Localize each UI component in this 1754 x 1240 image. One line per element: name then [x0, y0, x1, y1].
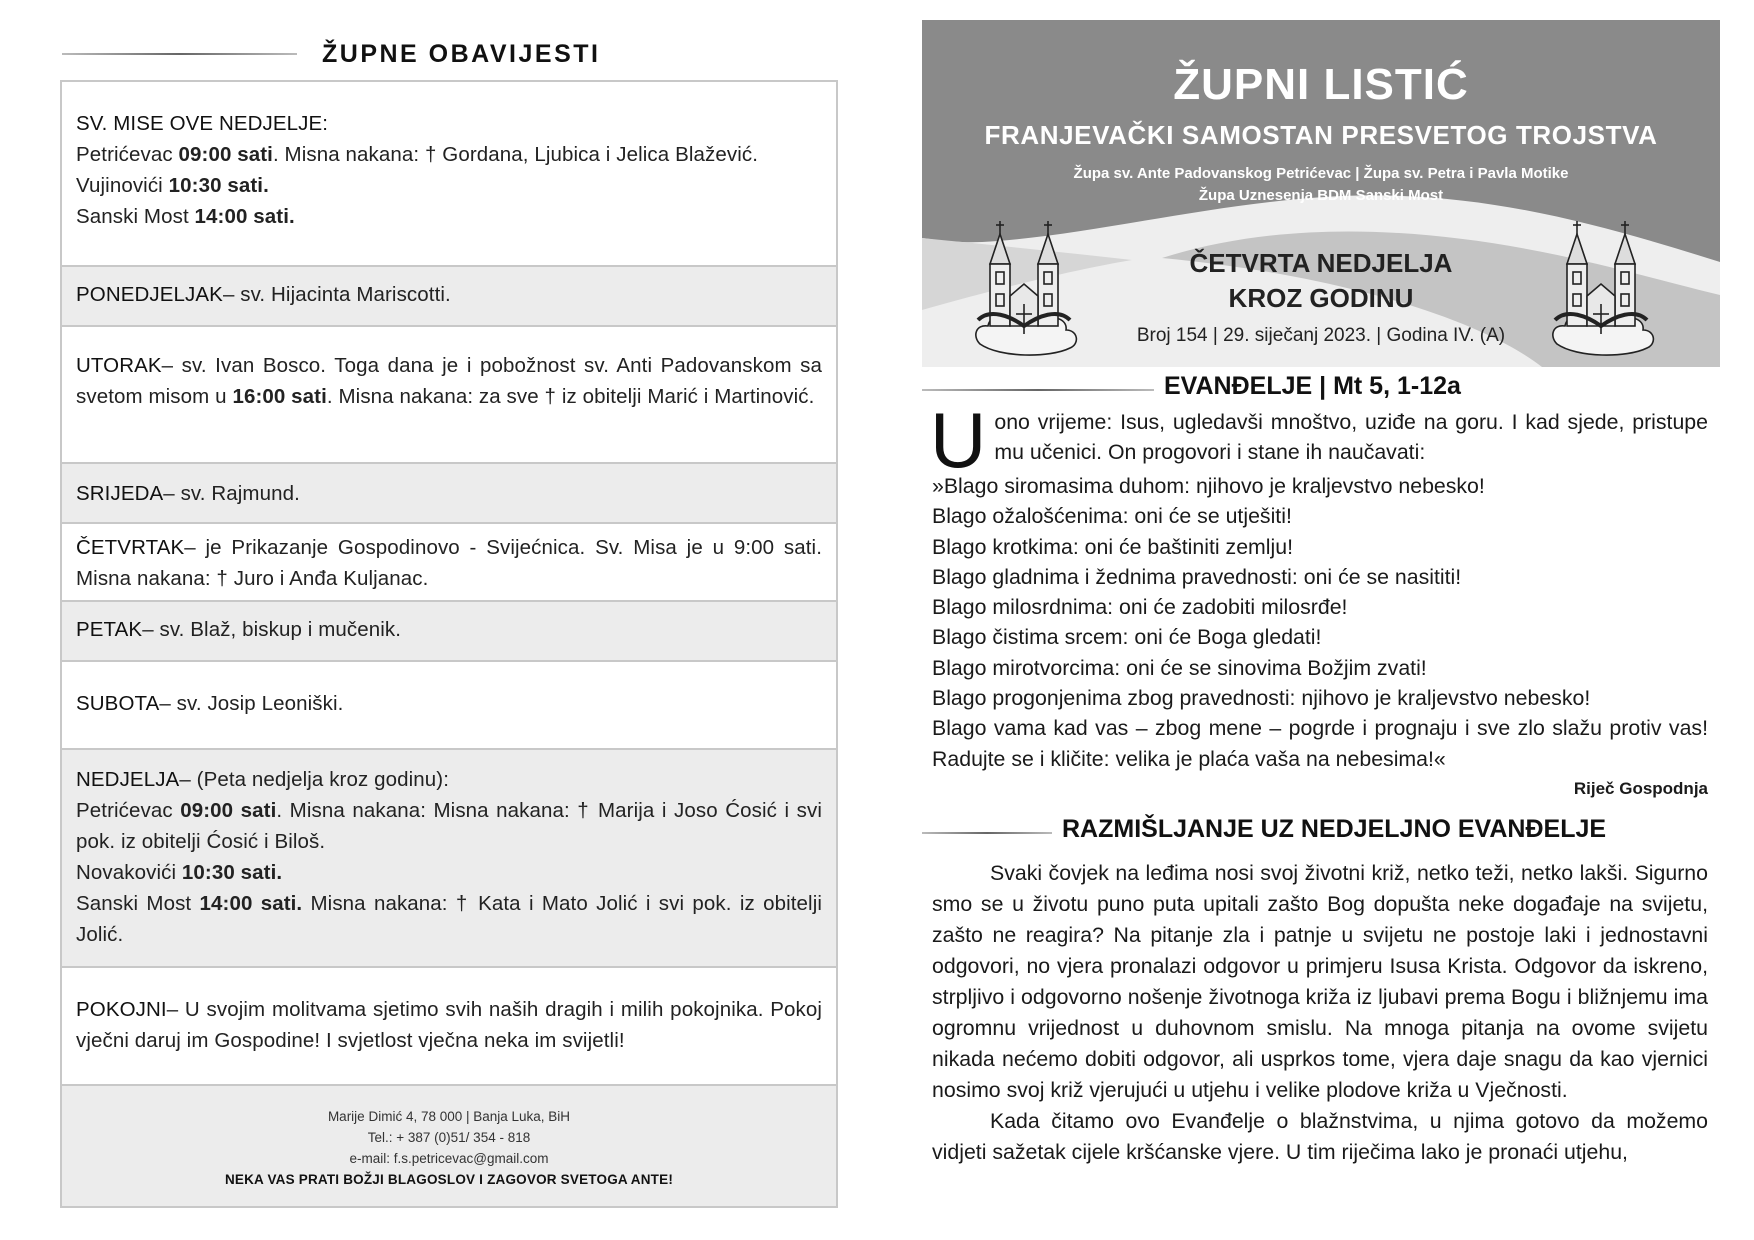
heading-rule [922, 389, 1154, 391]
blessing: NEKA VAS PRATI BOŽJI BLAGOSLOV I ZAGOVOR SVETOGA ANTE! [224, 1172, 674, 1187]
gospel-heading: EVANĐELJE | Mt 5, 1-12a [1164, 372, 1461, 400]
day-label: SUBOTA [76, 692, 160, 715]
mass-time: 10:30 sati. [181, 861, 283, 884]
masses-section [62, 108, 836, 258]
address: Marije Dimić 4, 78 000 | Banja Luka, BiH [327, 1109, 571, 1124]
monday-section [62, 265, 836, 325]
day-text: – (Peta nedjelja kroz godinu): [179, 768, 450, 791]
friday-section [62, 600, 836, 660]
mass-time: 14:00 sati. [199, 892, 303, 915]
beatitude-line: Blago čistima srcem: oni će Boga gledati! [932, 625, 1322, 650]
parishes-line-2: Župa Uznesenja BDM Sanski Most [1198, 187, 1444, 204]
day-label: PETAK [76, 618, 143, 641]
beatitude-last: Blago vama kad vas – zbog mene – pogrde i prognaju i sve zlo slažu protiv vas! Radujte se i kličite: velika je plaća vaša na nebesima!« [932, 716, 1708, 771]
day-text: – sv. Blaž, biskup i mučenik. [142, 618, 402, 641]
drop-cap: U [930, 396, 987, 484]
day-text: . Misna nakana: za sve † iz obitelji Marić i Martinović. [326, 385, 815, 408]
reflection-heading: RAZMIŠLJANJE UZ NEDJELJNO EVANĐELJE [1062, 815, 1607, 843]
day-text: – sv. Hijacinta Mariscotti. [222, 283, 451, 306]
notices-heading: ŽUPNE OBAVIJESTI [322, 40, 601, 68]
day-text: – sv. Ivan Bosco. Toga dana je i pobožnost sv. Anti Padovanskom sa svetom misom u [76, 354, 822, 408]
day-text: – sv. Josip Leoniški. [159, 692, 344, 715]
beatitude-line: Blago gladnima i žednima pravednosti: oni će se nasititi! [932, 564, 1462, 589]
day-label: POKOJNI [76, 998, 167, 1021]
church-logo-icon [1547, 216, 1659, 366]
mass-time: 16:00 sati [232, 385, 327, 408]
mass-intention: Misna nakana: † Kata i Mato Jolić i svi pok. iz obitelji Jolić. [76, 892, 823, 946]
parishes-line-1: Župa sv. Ante Padovanskog Petrićevac | Župa sv. Petra i Pavla Motike [1073, 165, 1569, 182]
beatitude-line: Blago milosrdnima: oni će zadobiti milosrđe! [932, 595, 1348, 620]
gospel-text [930, 396, 1708, 804]
reflection-heading-block [922, 815, 1722, 849]
beatitude-line: Blago progonjenima zbog pravednosti: njihovo je kraljevstvo nebesko! [932, 686, 1591, 711]
mass-place: Sanski Most [76, 892, 192, 915]
sunday-title-2: KROZ GODINU [1228, 283, 1414, 313]
thursday-section [62, 522, 836, 600]
mass-place: Petrićevac [76, 143, 173, 166]
tuesday-section [62, 325, 836, 462]
beatitude-line: »Blago siromasima duhom: njihovo je kraljevstvo nebesko! [932, 474, 1485, 498]
day-label: SRIJEDA [76, 482, 164, 505]
gospel-signature: Riječ Gospodnja [1573, 778, 1708, 798]
heading-rule [62, 53, 297, 55]
mass-time: 14:00 sati. [194, 205, 295, 228]
bulletin-title: ŽUPNI LISTIĆ [1173, 60, 1469, 109]
reflection-paragraph: Svaki čovjek na leđima nosi svoj životni križ, netko teži, netko lakši. Sigurno smo se u životu puno puta upitali zašto Bog dopušta neke događaje na svijetu, zašto ne reagira? Na pitanje zla i patnje u svijetu ne postoje laki i jednostavni odgovori, no vjera pronalazi odgovor u primjeru Isusa Krista. Odgovor da iskreno, strpljivo i odgovorno nošenje životnoga križa iz ljubavi prema Bogu i bližnjemu ima ogromnu vrijednost u duhovnom smislu. Na mnoga pitanja na ovome svijetu nikada nećemo dobiti odgovor, ali usprkos tome, vjera daje snagu da kao vjernici nosimo svoj križ vjerujući u utjehu i velike plodove križa u Vječnosti. [932, 861, 1708, 1102]
day-text: – sv. Rajmund. [163, 482, 300, 505]
beatitude-line: Blago krotkima: oni će baštiniti zemlju! [932, 534, 1294, 559]
beatitude-line: Blago mirotvorcima: oni će se sinovima Božjim zvati! [932, 655, 1427, 680]
contact-footer [62, 1084, 836, 1206]
saturday-section [62, 660, 836, 748]
day-label: ČETVRTAK [76, 536, 185, 559]
gospel-heading-block [922, 372, 1722, 406]
mass-time: 09:00 sati [178, 143, 273, 166]
monastery-name: FRANJEVAČKI SAMOSTAN PRESVETOG TROJSTVA [984, 120, 1658, 150]
bulletin-banner [922, 20, 1720, 367]
mass-place: Novakovići [76, 861, 177, 884]
day-text: – U svojim molitvama sjetimo svih naših dragih i milih pokojnika. Pokoj vječni daruj im Gospodine! I svjetlost vječna neka im svijetli! [76, 998, 822, 1052]
day-text: – je Prikazanje Gospodinovo - Svijećnica. Sv. Misa je u 9:00 sati. Misna nakana: † Juro i Anđa Kuljanac. [76, 536, 822, 590]
wednesday-section [62, 462, 836, 522]
mass-intention: . Misna nakana: † Gordana, Ljubica i Jelica Blažević. [272, 143, 758, 166]
beatitude-line: Blago ožalošćenima: oni će se utješiti! [932, 504, 1292, 529]
mass-place: Sanski Most [76, 205, 189, 228]
phone: Tel.: + 387 (0)51/ 354 - 818 [367, 1130, 531, 1145]
heading-rule [922, 832, 1052, 834]
masses-label: SV. MISE OVE NEDJELJE: [76, 112, 329, 135]
mass-time: 09:00 sati [180, 799, 277, 822]
day-label: NEDJELJA [76, 768, 180, 791]
church-logo-icon [970, 216, 1082, 366]
gospel-intro: ono vrijeme: Isus, ugledavši mnoštvo, uziđe na goru. I kad sjede, pristupe mu učenici. On progovori i stane ih naučavati: [994, 410, 1708, 465]
notices-heading-block [60, 38, 840, 78]
day-label: PONEDJELJAK [76, 283, 223, 306]
day-label: UTORAK [76, 354, 162, 377]
sunday-section [62, 748, 836, 966]
deceased-section [62, 966, 836, 1084]
mass-place: Vujinovići [76, 174, 163, 197]
sunday-title-1: ČETVRTA NEDJELJA [1189, 248, 1453, 278]
mass-intention: . Misna nakana: Misna nakana: † Marija i Joso Ćosić i svi pok. iz obitelji Ćosić i Biloš. [76, 799, 823, 853]
mass-time: 10:30 sati. [168, 174, 269, 197]
email: e-mail: f.s.petricevac@gmail.com [349, 1151, 549, 1166]
reflection-paragraph: Kada čitamo ovo Evanđelje o blažnstvima, u njima gotovo da možemo vidjeti sažetak cijele kršćanske vjere. U tim riječima lako je pronaći utjehu, [932, 1109, 1708, 1164]
issue-info: Broj 154 | 29. siječanj 2023. | Godina IV. (A) [1136, 325, 1506, 346]
notices-box [60, 80, 838, 1208]
reflection-text [932, 858, 1708, 1168]
mass-place: Petrićevac [76, 799, 173, 822]
